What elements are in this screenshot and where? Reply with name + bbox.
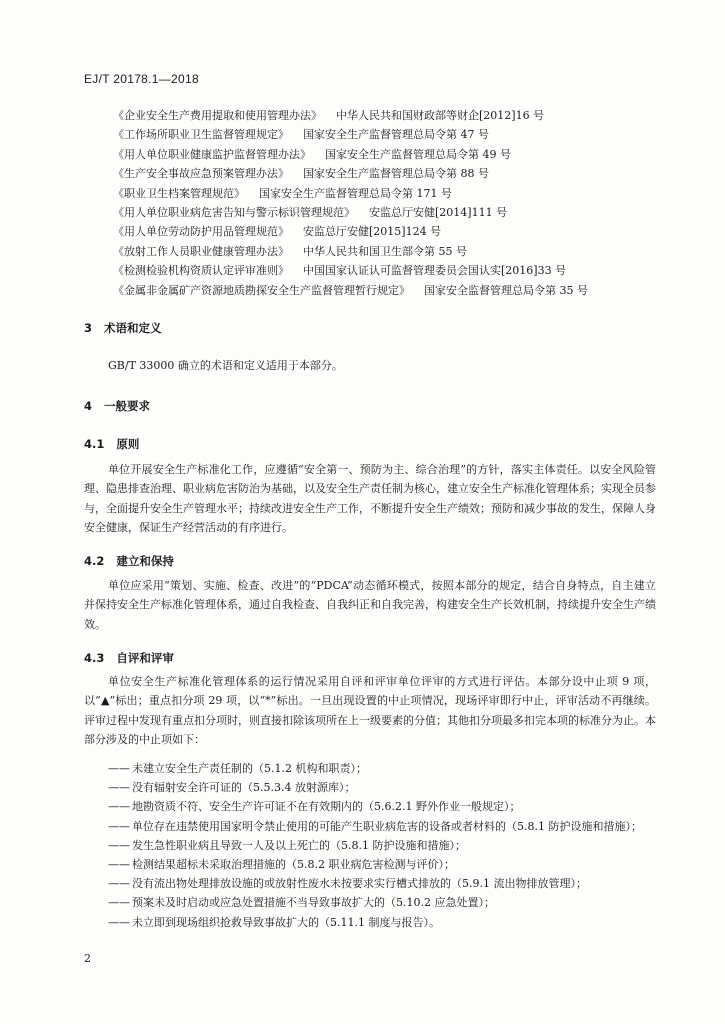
reference-issuer: 国家安全生产监督管理总局令第 171 号: [259, 186, 452, 200]
dash-marker: ——: [108, 762, 130, 775]
list-item: [84, 855, 660, 874]
list-item-text: 没有流出物处理排放设施的或放射性废水未按要求实行槽式排放的（5.9.1 流出物排放管理）；: [132, 877, 587, 891]
section-title: 术语和定义: [104, 321, 162, 335]
list-item: [84, 778, 660, 797]
reference-item: [113, 281, 703, 300]
section-number: 4.3: [84, 651, 105, 665]
dash-marker: ——: [108, 800, 130, 814]
list-item: [84, 836, 660, 855]
list-item: [84, 817, 660, 836]
reference-title: 《用人单位职业病危害告知与警示标识管理规范》: [113, 206, 355, 220]
section-number: 4.1: [84, 437, 105, 451]
section-heading-4-3: [84, 650, 174, 666]
section-4-3-body: 单位安全生产标准化管理体系的运行情况采用自评和评审单位评审的方式进行评估。本部分设中止项 9 项，以“▲”标出；重点扣分项 29 项，以“*”标出。一旦出现设置的中止项情况，现场评审即行中止，评审活动不再继续。评审过程中发现有重点扣分项时，则直接扣除该项所在上一级要素的分值；其他扣分项最多扣完本项的标准分为止。本部分涉及的中止项如下：: [84, 675, 656, 746]
reference-issuer: 安监总厅安健[2015]124 号: [303, 225, 442, 239]
reference-item: [113, 125, 703, 144]
section-heading-3: [84, 320, 162, 336]
reference-title: 《放射工作人员职业健康管理办法》: [113, 244, 289, 258]
dash-marker: ——: [108, 877, 130, 891]
list-item-text: 未立即到现场组织抢救导致事故扩大的（5.11.1 制度与报告）。: [132, 915, 440, 929]
section-heading-4-1: [84, 436, 139, 452]
section-number: 4.2: [84, 554, 105, 568]
dash-marker: ——: [108, 896, 130, 910]
reference-issuer: 中华人民共和国卫生部令第 55 号: [303, 244, 467, 258]
reference-item: [113, 106, 703, 125]
dash-marker: ——: [108, 819, 130, 833]
document-code: EJ/T 20178.1—2018: [84, 72, 199, 86]
section-title: 原则: [116, 437, 140, 451]
dash-marker: ——: [108, 781, 130, 795]
reference-item: [113, 184, 703, 203]
section-4-1-body: 单位开展安全生产标准化工作，应遵循“安全第一、预防为主、综合治理”的方针，落实主体责任。以安全风险管理、隐患排查治理、职业病危害防治为基础，以及安全生产责任制为核心，建立安全生产标准化管理体系；实现全员参与，全面提升安全生产管理水平；持续改进安全生产工作，不断提升安全生产绩效；预防和减少事故的发生，保障人身安全健康，保证生产经营活动的有序进行。: [84, 463, 656, 534]
list-item: [84, 874, 660, 893]
reference-title: 《用人单位职业健康监护监督管理办法》: [113, 147, 311, 161]
list-item-text: 没有辐射安全许可证的（5.5.3.4 放射源库）；: [132, 781, 356, 795]
reference-issuer: 国家安全监督管理总局令第 35 号: [424, 283, 588, 297]
list-item-text: 发生急性职业病且导致一人及以上死亡的（5.8.1 防护设施和措施）；: [132, 838, 466, 852]
reference-title: 《生产安全事故应急预案管理办法》: [113, 167, 289, 181]
reference-issuer: 安监总厅安健[2014]111 号: [369, 206, 508, 220]
dash-marker: ——: [108, 858, 130, 872]
list-item: [84, 797, 660, 816]
dash-marker: ——: [108, 915, 130, 929]
reference-title: 《工作场所职业卫生监督管理规定》: [113, 128, 289, 142]
section-heading-4-2: [84, 553, 174, 569]
reference-item: [113, 222, 703, 241]
list-item-text: 检测结果超标未采取治理措施的（5.8.2 职业病危害检测与评价）；: [132, 858, 455, 872]
section-4-2-body: 单位应采用“策划、实施、检查、改进”的“PDCA”动态循环模式，按照本部分的规定，结合自身特点，自主建立并保持安全生产标准化管理体系，通过自我检查、自我纠正和自我完善，构建安全生产长效机制，持续提升安全生产绩效。: [84, 579, 656, 631]
list-item: [84, 759, 660, 778]
reference-issuer: 国家安全生产监督管理总局令第 47 号: [303, 128, 489, 142]
reference-item: [113, 145, 703, 164]
section-heading-4: [84, 398, 150, 414]
reference-title: 《职业卫生档案管理规范》: [113, 186, 245, 200]
section-title: 自评和评审: [116, 651, 174, 665]
section-number: 4: [84, 399, 93, 413]
dash-marker: ——: [108, 838, 130, 852]
list-item-text: 未建立安全生产责任制的（5.1.2 机构和职责）；: [132, 762, 367, 775]
list-item-text: 单位存在违禁使用国家明令禁止使用的可能产生职业病危害的设备或者材料的（5.8.1 防护设施和措施）；: [132, 819, 642, 833]
suspension-item-list: [84, 759, 660, 932]
section-title: 一般要求: [104, 399, 151, 413]
list-item: [84, 893, 660, 912]
reference-issuer: 国家安全生产监督管理总局令第 88 号: [303, 167, 489, 181]
reference-title: 《金属非金属矿产资源地质勘探安全生产监督管理暂行规定》: [113, 283, 410, 297]
reference-item: [113, 203, 703, 222]
reference-title: 《企业安全生产费用提取和使用管理办法》: [113, 109, 322, 122]
list-item-text: 地勘资质不符、安全生产许可证不在有效期内的（5.6.2.1 野外作业一般规定）；: [132, 800, 521, 814]
section-number: 3: [84, 321, 93, 335]
reference-issuer: 中国国家认证认可监督管理委员会国认实[2016]33 号: [303, 264, 567, 278]
reference-issuer: 中华人民共和国财政部等财企[2012]16 号: [336, 109, 545, 122]
list-item-text: 预案未及时启动或应急处置措施不当导致事故扩大的（5.10.2 应急处置）；: [132, 896, 495, 910]
reference-list: [113, 106, 703, 300]
reference-title: 《用人单位劳动防护用品管理规范》: [113, 225, 289, 239]
page-number: 2: [84, 952, 91, 965]
reference-item: [113, 242, 703, 261]
reference-title: 《检测检验机构资质认定评审准则》: [113, 264, 289, 278]
reference-issuer: 国家安全生产监督管理总局令第 49 号: [325, 147, 511, 161]
section-3-body: GB/T 33000 确立的术语和定义适用于本部分。: [108, 359, 343, 372]
reference-item: [113, 164, 703, 183]
reference-item: [113, 261, 703, 280]
section-title: 建立和保持: [116, 554, 174, 568]
list-item: [84, 913, 660, 932]
